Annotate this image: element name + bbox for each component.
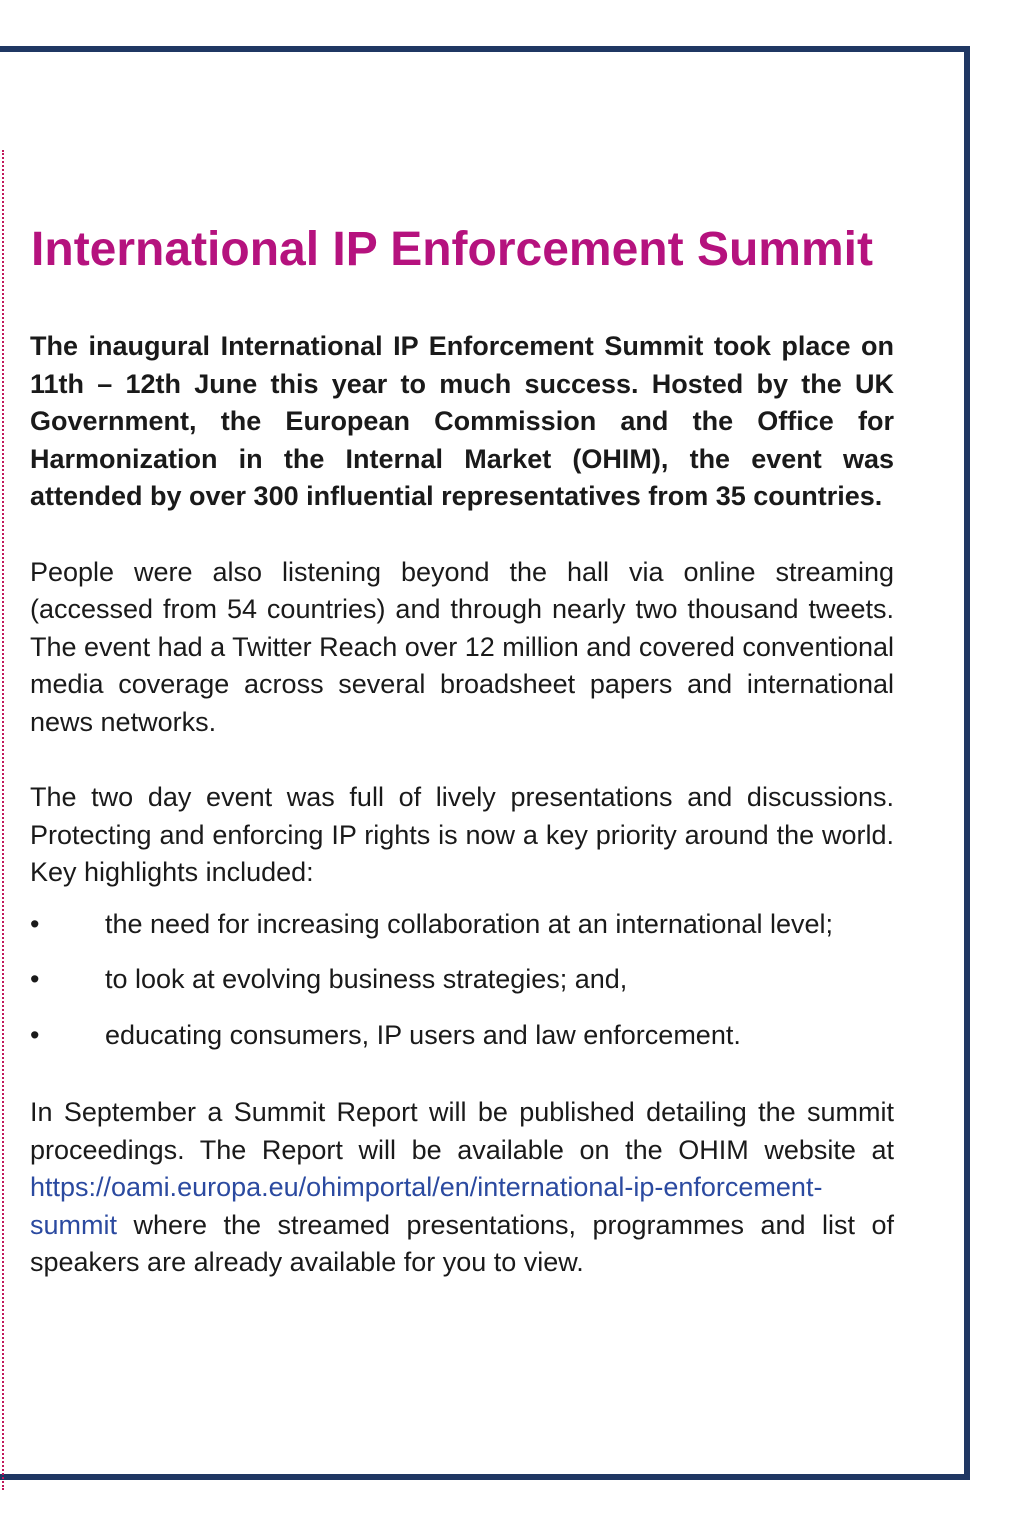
list-item-text: educating consumers, IP users and law enforcement. [105, 1019, 741, 1050]
list-item-text: the need for increasing collaboration at an international level; [105, 908, 833, 939]
page-title: International IP Enforcement Summit [31, 223, 873, 276]
list-item [30, 1017, 894, 1055]
bullet-icon: • [30, 1019, 40, 1050]
report-text-after-link: where the streamed presentations, programmes and list of speakers are already available for you to view. [30, 1209, 894, 1277]
dotted-margin-line [2, 150, 4, 1490]
summit-report-link[interactable]: https://oami.europa.eu/ohimportal/en/international-ip-enforcement-summit [30, 1172, 823, 1240]
list-item [30, 961, 894, 999]
highlights-intro-paragraph: The two day event was full of lively presentations and discussions. Protecting and enforcing IP rights is now a key priority around the world. Key highlights included: [30, 782, 894, 887]
bullet-icon: • [30, 964, 40, 994]
intro-paragraph: The inaugural International IP Enforcement Summit took place on 11th – 12th June this year to much success. Hosted by the UK Government, the European Commission and the Office for Harmonization in the Internal Market (OHIM), the event was attended by over 300 influential representatives from 35 countries. [30, 331, 894, 511]
highlights-list [30, 906, 894, 1055]
bullet-icon: • [30, 908, 40, 939]
report-paragraph [30, 1094, 894, 1282]
streaming-paragraph: People were also listening beyond the hall via online streaming (accessed from 54 countries) and through nearly two thousand tweets. The event had a Twitter Reach over 12 million and covered conventional media coverage across several broadsheet papers and international news networks. [30, 556, 895, 737]
list-item-text: to look at evolving business strategies; and, [105, 964, 628, 994]
report-text-before-link: In September a Summit Report will be published detailing the summit proceedings. The Report will be available on the OHIM website at [30, 1097, 894, 1165]
article [30, 220, 894, 1320]
list-item [30, 906, 894, 944]
